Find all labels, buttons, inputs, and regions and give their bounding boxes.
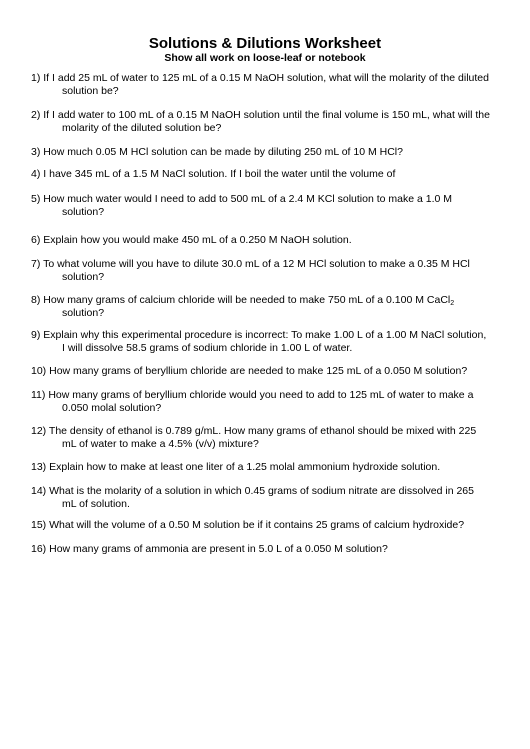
question-text: Explain why this experimental procedure is incorrect: To make 1.00 L of a 1.00 M NaCl solution, I will dissolve 58.5 grams of sodium chloride in 1.00 L of water. [43,329,487,354]
question-1 [31,72,491,97]
question-text: How many grams of calcium chloride will be needed to make 750 mL of a 0.100 M CaCl$_2$ solution? [43,294,455,319]
question-number: 1) [31,72,41,84]
question-text: Explain how you would make 450 mL of a 0.250 M NaOH solution. [43,234,352,246]
question-number: 3) [31,146,41,158]
question-10 [31,365,491,378]
question-number: 7) [31,258,41,270]
question-number: 14) [31,485,47,497]
question-text: I have 345 mL of a 1.5 M NaCl solution. If I boil the water until the volume of [43,168,396,180]
question-number: 11) [31,389,46,401]
question-number: 15) [31,519,47,531]
question-text: How much water would I need to add to 500 mL of a 2.4 M KCl solution to make a 1.0 M solution? [43,193,453,218]
question-4 [31,168,491,181]
page-title: Solutions & Dilutions Worksheet [148,35,382,52]
question-7 [31,258,491,283]
question-3 [31,146,491,159]
question-number: 10) [31,365,47,377]
question-number: 13) [31,461,47,473]
question-number: 12) [31,425,47,437]
question-9 [31,329,491,354]
question-number: 8) [31,294,41,306]
question-text: The density of ethanol is 0.789 g/mL. How many grams of ethanol should be mixed with 225 mL of water to make a 4.5% (v/v) mixture? [48,425,477,450]
question-14 [31,485,491,510]
question-5 [31,193,491,218]
question-text: To what volume will you have to dilute 30.0 mL of a 12 M HCl solution to make a 0.35 M HCl solution? [43,258,470,283]
question-text: How much 0.05 M HCl solution can be made by diluting 250 mL of 10 M HCl? [43,146,403,158]
question-number: 9) [31,329,41,341]
question-number: 6) [31,234,41,246]
subscript: 2 [450,300,455,307]
question-13 [31,461,491,474]
question-number: 5) [31,193,41,205]
question-2 [31,109,491,134]
question-8 [31,294,491,319]
question-text: Explain how to make at least one liter of a 1.25 molal ammonium hydroxide solution. [49,461,441,473]
question-16 [31,543,491,556]
question-text: How many grams of ammonia are present in 5.0 L of a 0.050 M solution? [49,543,388,555]
question-text: If I add 25 mL of water to 125 mL of a 0.15 M NaOH solution, what will the molarity of the diluted solution be? [43,72,489,97]
question-number: 4) [31,168,41,180]
question-text: If I add water to 100 mL of a 0.15 M NaOH solution until the final volume is 150 mL, what will the molarity of the diluted solution be? [43,109,490,134]
page-subtitle: Show all work on loose-leaf or notebook [164,52,366,64]
question-text: How many grams of beryllium chloride would you need to add to 125 mL of water to make a 0.050 molal solution? [48,389,474,414]
question-6 [31,234,491,247]
question-text: What will the volume of a 0.50 M solution be if it contains 25 grams of calcium hydroxide? [49,519,465,531]
question-number: 2) [31,109,41,121]
question-11 [31,389,491,414]
question-text: How many grams of beryllium chloride are needed to make 125 mL of a 0.050 M solution? [49,365,468,377]
question-12 [31,425,491,450]
question-number: 16) [31,543,47,555]
question-text: What is the molarity of a solution in which 0.45 grams of sodium nitrate are dissolved in 265 mL of solution. [49,485,474,510]
question-15 [31,519,491,532]
